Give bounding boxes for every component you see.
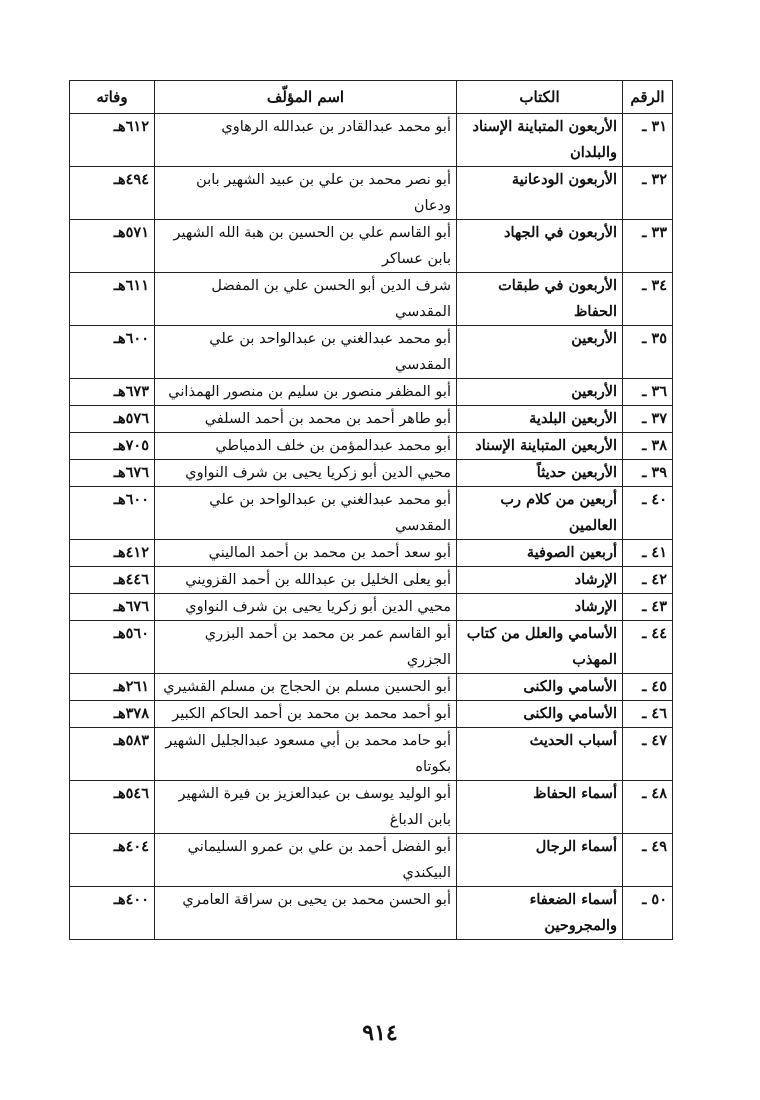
row-number: ٣٩ ـ bbox=[623, 460, 673, 487]
author-name: أبو طاهر أحمد بن محمد بن أحمد السلفي bbox=[155, 406, 457, 433]
book-title: الأسامي والعلل من كتاب المهذب bbox=[457, 621, 623, 674]
table-row bbox=[70, 167, 673, 220]
author-name: محيي الدين أبو زكريا يحيى بن شرف النواوي bbox=[155, 594, 457, 621]
table-row bbox=[70, 433, 673, 460]
book-title: الأسامي والكنى bbox=[457, 674, 623, 701]
death-year: ٤٤٦هـ bbox=[70, 567, 155, 594]
death-year: ٦١٢هـ bbox=[70, 114, 155, 167]
header-number: الرقم bbox=[623, 81, 673, 114]
author-name: أبو محمد عبدالمؤمن بن خلف الدمياطي bbox=[155, 433, 457, 460]
death-year: ٦٧٣هـ bbox=[70, 379, 155, 406]
author-name: أبو أحمد محمد بن محمد بن أحمد الحاكم الكبير bbox=[155, 701, 457, 728]
table-row bbox=[70, 487, 673, 540]
header-death: وفاته bbox=[70, 81, 155, 114]
death-year: ٦٠٠هـ bbox=[70, 487, 155, 540]
book-title: الأربعون في الجهاد bbox=[457, 220, 623, 273]
books-table bbox=[69, 80, 673, 940]
author-name: أبو نصر محمد بن علي بن عبيد الشهير بابن ودعان bbox=[155, 167, 457, 220]
table-row bbox=[70, 701, 673, 728]
book-title: الأربعون في طبقات الحفاظ bbox=[457, 273, 623, 326]
book-title: أربعين الصوفية bbox=[457, 540, 623, 567]
page-number: ٩١٤ bbox=[362, 1020, 398, 1046]
death-year: ٤١٢هـ bbox=[70, 540, 155, 567]
row-number: ٣٢ ـ bbox=[623, 167, 673, 220]
table-row bbox=[70, 540, 673, 567]
death-year: ٥٨٣هـ bbox=[70, 728, 155, 781]
book-title: أسماء الرجال bbox=[457, 834, 623, 887]
row-number: ٤٣ ـ bbox=[623, 594, 673, 621]
row-number: ٤٤ ـ bbox=[623, 621, 673, 674]
table-row bbox=[70, 273, 673, 326]
row-number: ٤٨ ـ bbox=[623, 781, 673, 834]
death-year: ٥٤٦هـ bbox=[70, 781, 155, 834]
death-year: ٤٠٠هـ bbox=[70, 887, 155, 940]
table-row bbox=[70, 379, 673, 406]
book-title: أسماء الحفاظ bbox=[457, 781, 623, 834]
book-title: الأربعون المتباينة الإسناد والبلدان bbox=[457, 114, 623, 167]
death-year: ٤٩٤هـ bbox=[70, 167, 155, 220]
row-number: ٣٧ ـ bbox=[623, 406, 673, 433]
table-row bbox=[70, 594, 673, 621]
death-year: ٢٦١هـ bbox=[70, 674, 155, 701]
author-name: أبو محمد عبدالغني بن عبدالواحد بن علي المقدسي bbox=[155, 487, 457, 540]
table-row bbox=[70, 220, 673, 273]
row-number: ٤٢ ـ bbox=[623, 567, 673, 594]
book-title: الإرشاد bbox=[457, 567, 623, 594]
table-header-row bbox=[70, 81, 673, 114]
book-title: أربعين من كلام رب العالمين bbox=[457, 487, 623, 540]
author-name: أبو المظفر منصور بن سليم بن منصور الهمذاني bbox=[155, 379, 457, 406]
author-name: أبو سعد أحمد بن محمد بن أحمد الماليني bbox=[155, 540, 457, 567]
table-row bbox=[70, 567, 673, 594]
author-name: أبو يعلى الخليل بن عبدالله بن أحمد القزويني bbox=[155, 567, 457, 594]
death-year: ٦٠٠هـ bbox=[70, 326, 155, 379]
author-name: شرف الدين أبو الحسن علي بن المفضل المقدسي bbox=[155, 273, 457, 326]
death-year: ٦٧٦هـ bbox=[70, 460, 155, 487]
row-number: ٤٥ ـ bbox=[623, 674, 673, 701]
book-title: الأربعين المتباينة الإسناد bbox=[457, 433, 623, 460]
death-year: ٦١١هـ bbox=[70, 273, 155, 326]
table-body bbox=[70, 114, 673, 940]
death-year: ٤٠٤هـ bbox=[70, 834, 155, 887]
author-name: أبو محمد عبدالقادر بن عبدالله الرهاوي bbox=[155, 114, 457, 167]
table-row bbox=[70, 834, 673, 887]
author-name: أبو الحسن محمد بن يحيى بن سراقة العامري bbox=[155, 887, 457, 940]
book-title: الأربعين bbox=[457, 326, 623, 379]
table-row bbox=[70, 621, 673, 674]
row-number: ٣٦ ـ bbox=[623, 379, 673, 406]
author-name: أبو القاسم عمر بن محمد بن أحمد البزري الجزري bbox=[155, 621, 457, 674]
death-year: ٦٧٦هـ bbox=[70, 594, 155, 621]
book-title: الأربعين bbox=[457, 379, 623, 406]
book-title: الأربعين حديثاً bbox=[457, 460, 623, 487]
book-title: الأربعين البلدية bbox=[457, 406, 623, 433]
row-number: ٤٩ ـ bbox=[623, 834, 673, 887]
author-name: أبو الوليد يوسف بن عبدالعزيز بن فيرة الشهير بابن الدباغ bbox=[155, 781, 457, 834]
death-year: ٥٧٦هـ bbox=[70, 406, 155, 433]
book-title: الأسامي والكنى bbox=[457, 701, 623, 728]
header-author: اسم المؤلّف bbox=[155, 81, 457, 114]
table-row bbox=[70, 326, 673, 379]
author-name: محيي الدين أبو زكريا يحيى بن شرف النواوي bbox=[155, 460, 457, 487]
book-title: الأربعون الودعانية bbox=[457, 167, 623, 220]
row-number: ٤٠ ـ bbox=[623, 487, 673, 540]
author-name: أبو حامد محمد بن أبي مسعود عبدالجليل الشهير بكوتاه bbox=[155, 728, 457, 781]
row-number: ٣٥ ـ bbox=[623, 326, 673, 379]
header-book: الكتاب bbox=[457, 81, 623, 114]
row-number: ٤١ ـ bbox=[623, 540, 673, 567]
author-name: أبو الفضل أحمد بن علي بن عمرو السليماني البيكندي bbox=[155, 834, 457, 887]
table-row bbox=[70, 728, 673, 781]
table-row bbox=[70, 781, 673, 834]
table-row bbox=[70, 406, 673, 433]
author-name: أبو محمد عبدالغني بن عبدالواحد بن علي المقدسي bbox=[155, 326, 457, 379]
row-number: ٥٠ ـ bbox=[623, 887, 673, 940]
row-number: ٣٨ ـ bbox=[623, 433, 673, 460]
table-row bbox=[70, 114, 673, 167]
row-number: ٤٧ ـ bbox=[623, 728, 673, 781]
author-name: أبو القاسم علي بن الحسين بن هبة الله الشهير بابن عساكر bbox=[155, 220, 457, 273]
book-title: أسماء الضعفاء والمجروحين bbox=[457, 887, 623, 940]
death-year: ٣٧٨هـ bbox=[70, 701, 155, 728]
book-title: أسباب الحديث bbox=[457, 728, 623, 781]
death-year: ٥٦٠هـ bbox=[70, 621, 155, 674]
row-number: ٣٣ ـ bbox=[623, 220, 673, 273]
row-number: ٤٦ ـ bbox=[623, 701, 673, 728]
book-title: الإرشاد bbox=[457, 594, 623, 621]
death-year: ٥٧١هـ bbox=[70, 220, 155, 273]
table-row bbox=[70, 460, 673, 487]
row-number: ٣١ ـ bbox=[623, 114, 673, 167]
row-number: ٣٤ ـ bbox=[623, 273, 673, 326]
author-name: أبو الحسين مسلم بن الحجاج بن مسلم القشيري bbox=[155, 674, 457, 701]
table-row bbox=[70, 887, 673, 940]
death-year: ٧٠٥هـ bbox=[70, 433, 155, 460]
table-row bbox=[70, 674, 673, 701]
